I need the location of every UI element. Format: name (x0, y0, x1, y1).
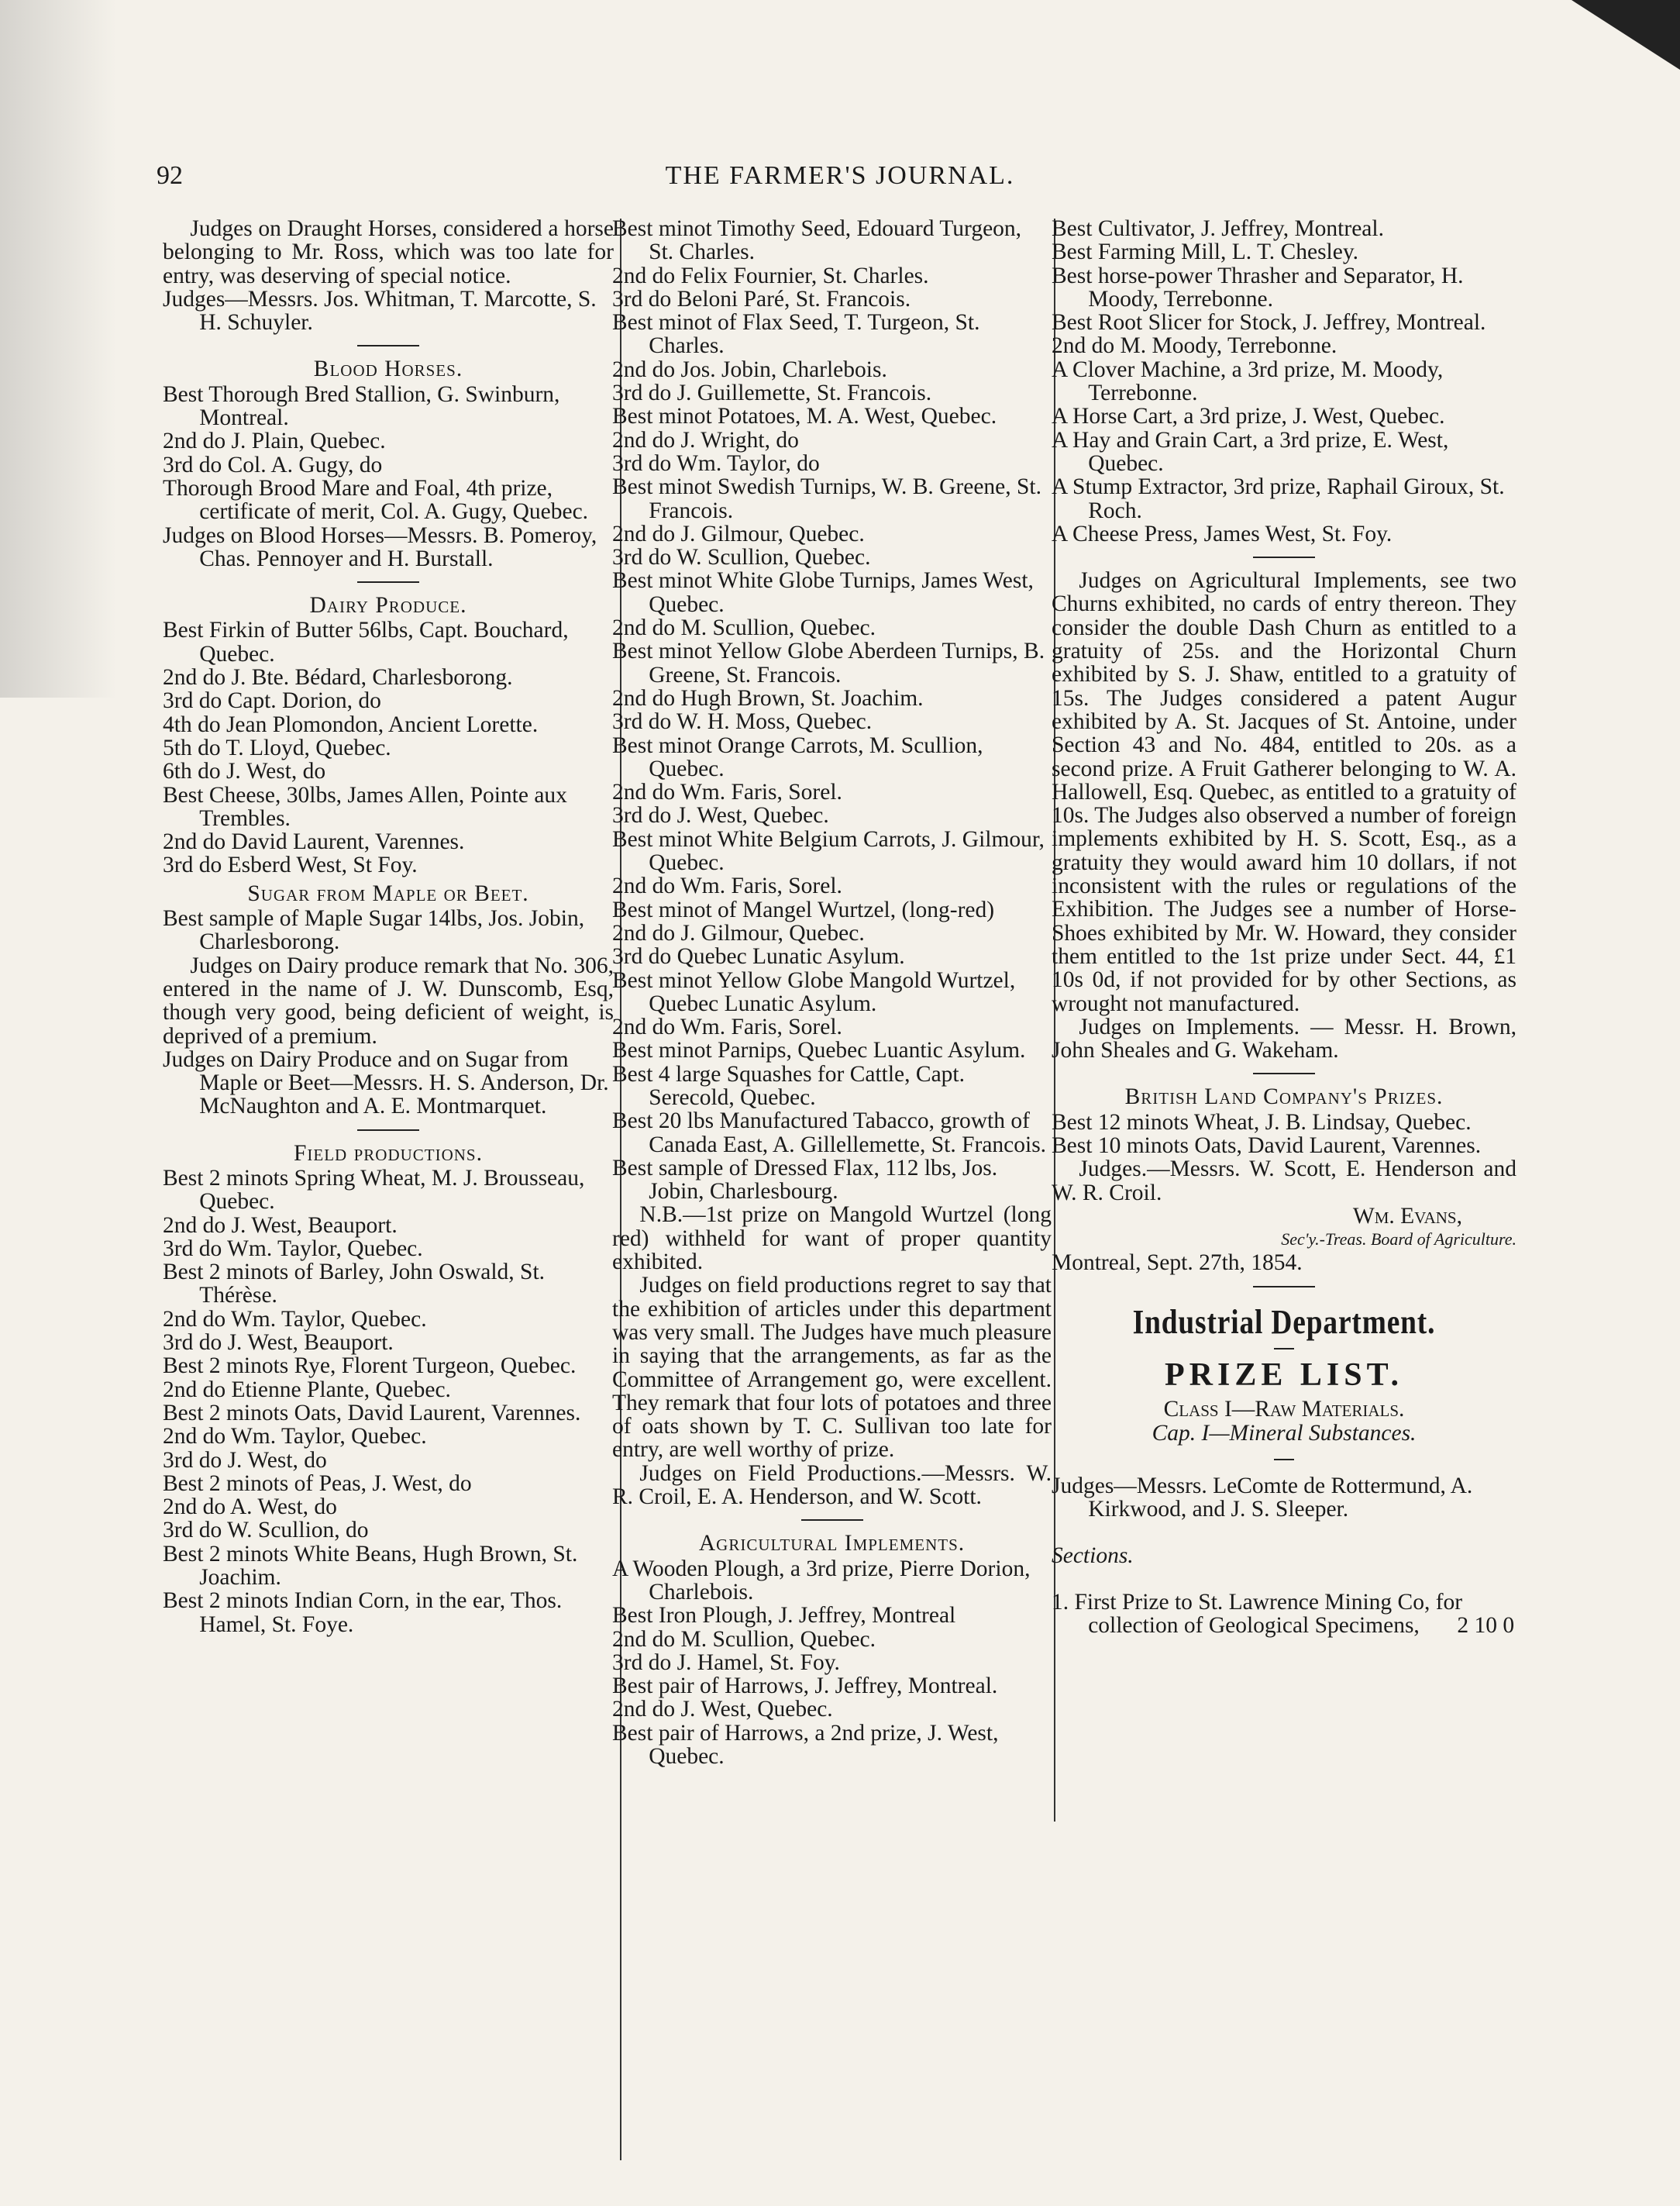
prize-item (1052, 1591, 1516, 1638)
prize-entry: 3rd do Esberd West, St Foy. (163, 853, 418, 878)
prize-entry: 2nd do Wm. Faris, Sorel. (612, 1015, 842, 1040)
section-heading: Field productions. (294, 1140, 483, 1166)
prize-entry: Best Firkin of Butter 56lbs, Capt. Bouchard, Quebec. (163, 618, 569, 667)
prize-entry: 2nd do M. Scullion, Quebec. (612, 1626, 876, 1652)
section-heading: Sugar from Maple or Beet. (247, 881, 529, 906)
paragraph: Judges on Implements. — Messr. H. Brown, John Sheales and G. Wakeham. (1052, 1014, 1516, 1063)
prize-entry: Best 20 lbs Manufactured Tabacco, growth of Canada East, A. Gillellemette, St. Francois. (612, 1108, 1047, 1157)
paragraph: Judges on Field Productions.—Messrs. W. R. Croil, E. A. Henderson, and W. Scott. (612, 1460, 1052, 1510)
prize-entry: Best minot Yellow Globe Aberdeen Turnips, B. Greene, St. Francois. (612, 639, 1045, 688)
prize-entry: Best 2 minots Rye, Florent Turgeon, Quebec. (163, 1353, 577, 1379)
prize-entry: Best minot Timothy Seed, Edouard Turgeon, St. Charles. (612, 216, 1022, 265)
prize-entry: 3rd do W. Scullion, do (163, 1518, 369, 1543)
prize-entry: A Stump Extractor, 3rd prize, Raphail Giroux, St. Roch. (1052, 474, 1505, 523)
prize-entry: 2nd do David Laurent, Varennes. (163, 829, 465, 855)
column-1 (163, 217, 614, 1636)
prize-entry: 3rd do J. West, Quebec. (612, 803, 829, 829)
prize-entry: Best 2 minots White Beans, Hugh Brown, St. Joachim. (163, 1541, 578, 1591)
prize-entry: 3rd do Quebec Lunatic Asylum. (612, 944, 905, 970)
prize-entry: 2nd do Wm. Taylor, Quebec. (163, 1424, 427, 1449)
prize-entry: 2nd do Wm. Faris, Sorel. (612, 780, 842, 805)
short-rule (1274, 1348, 1294, 1349)
sections-label: Sections. (1052, 1543, 1134, 1569)
prize-entry: Best Cheese, 30lbs, James Allen, Pointe aux Trembles. (163, 782, 567, 831)
paragraph: Judges.—Messrs. W. Scott, E. Henderson and W. R. Croil. (1052, 1156, 1516, 1205)
prize-entry: 2nd do Hugh Brown, St. Joachim. (612, 685, 924, 711)
prize-entry: 2nd do Etienne Plante, Quebec. (163, 1377, 451, 1402)
column-3-body (1052, 217, 1516, 1205)
prize-entry: 2nd do J. Plain, Quebec. (163, 429, 386, 454)
judges-line: Judges—Messrs. Jos. Whitman, T. Marcotte, S. H. Schuyler. (163, 286, 597, 336)
prize-entry: 2nd do J. West, Quebec. (612, 1697, 833, 1722)
paragraph: N.B.—1st prize on Mangold Wurtzel (long red) withheld for want of proper quantity exhibited. (612, 1202, 1052, 1275)
prize-entry: Best minot Swedish Turnips, W. B. Greene, St. Francois. (612, 474, 1042, 523)
running-head: THE FARMER'S JOURNAL. (665, 161, 1015, 190)
prize-entry: 2nd do J. Bte. Bédard, Charlesborong. (163, 665, 513, 691)
prize-entry: 4th do Jean Plomondon, Ancient Lorette. (163, 712, 539, 737)
section-heading: Agricultural Implements. (698, 1531, 966, 1556)
prize-entry: Best Cultivator, J. Jeffrey, Montreal. (1052, 216, 1384, 241)
prize-entry: Best 2 minots Oats, David Laurent, Varennes. (163, 1400, 581, 1425)
paragraph: Judges on Draught Horses, considered a horse belonging to Mr. Ross, which was too late for entry, was deserving of special notice. (163, 216, 614, 288)
prize-entry: 5th do T. Lloyd, Quebec. (163, 735, 391, 760)
section-rule (357, 345, 419, 346)
prize-entry: Best sample of Maple Sugar 14lbs, Jos. Jobin, Charlesborong. (163, 906, 585, 955)
cap-heading: Cap. I—Mineral Substances. (1152, 1420, 1417, 1446)
prize-entry: Best minot of Flax Seed, T. Turgeon, St. Charles. (612, 310, 980, 359)
prize-entry: Best 2 minots Spring Wheat, M. J. Brousseau, Quebec. (163, 1165, 585, 1215)
prize-entry: 3rd do J. Hamel, St. Foy. (612, 1649, 840, 1675)
prize-entry: Best 2 minots of Barley, John Oswald, St. Thérèse. (163, 1260, 546, 1308)
section-rule (1253, 557, 1315, 558)
prize-entry: Best 12 minots Wheat, J. B. Lindsay, Quebec. (1052, 1109, 1472, 1135)
section-heading: Dairy Produce. (309, 593, 467, 619)
department-heading: Industrial Department. (1132, 1302, 1436, 1341)
prize-item-text: 1. First Prize to St. Lawrence Mining Co, for collection of Geological Specimens, (1052, 1589, 1463, 1639)
prize-entry: 2nd do J. West, Beauport. (163, 1212, 398, 1238)
column-2 (612, 217, 1052, 1768)
prize-entry: A Clover Machine, a 3rd prize, M. Moody, Terrebonne. (1052, 357, 1444, 406)
scan-edge-shading (0, 0, 116, 698)
prize-entry: Thorough Brood Mare and Foal, 4th prize, certificate of merit, Col. A. Gugy, Quebec. (163, 475, 589, 525)
prize-entry: 2nd do A. West, do (163, 1494, 337, 1520)
prize-entry: Best Iron Plough, J. Jeffrey, Montreal (612, 1603, 956, 1629)
paragraph: Judges on Agricultural Implements, see two Churns exhibited, no cards of entry thereon. They consider the double Dash Churn as entitled to a gratuity of 25s. and the Horizontal Churn exhibited by S. J. Shaw, entitled to a gratuity of 15s. The Judges considered a patent Augur exhibited by A. St. Jacques of St. Antoine, under Section 43 and No. 484, entitled to 20s. as a second prize. A Fruit Gatherer belonging to W. A. Hallowell, Esq. Quebec, as entitled to a gratuity of 10s. The Judges also observed a number of foreign implements exhibited by H. S. Scott, Esq., as a gratuity they would award him 10 dollars, if not inconsistent with the rules or regulations of the Exhibition. The Judges see a number of Horse-Shoes exhibited by Mr. W. Howard, they consider them entitled to the 1st prize under Sect. 44, £1 10s 0d, if not provided for by other Sections, as wrought not manufactured. (1052, 568, 1516, 1016)
section-heading: Blood Horses. (313, 357, 463, 382)
prize-entry: Best 2 minots of Peas, J. West, do (163, 1470, 472, 1496)
prize-entry: Best horse-power Thrasher and Separator, H. Moody, Terrebonne. (1052, 263, 1464, 312)
prize-entry: 3rd do J. West, Beauport. (163, 1330, 394, 1356)
prize-entry: Best minot of Mangel Wurtzel, (long-red) (612, 897, 995, 922)
prize-list-heading: PRIZE LIST. (1165, 1357, 1403, 1394)
section-rule (357, 581, 419, 583)
section-heading: British Land Company's Prizes. (1124, 1084, 1444, 1110)
prize-entry: A Cheese Press, James West, St. Foy. (1052, 521, 1393, 546)
prize-entry: 2nd do Wm. Faris, Sorel. (612, 874, 842, 899)
prize-entry: A Wooden Plough, a 3rd prize, Pierre Dorion, Charlebois. (612, 1556, 1031, 1605)
section-rule (1253, 1073, 1315, 1074)
prize-entry: 6th do J. West, do (163, 759, 326, 784)
prize-entry: Best Farming Mill, L. T. Chesley. (1052, 240, 1359, 265)
prize-entry: A Hay and Grain Cart, a 3rd prize, E. West, Quebec. (1052, 427, 1449, 476)
prize-entry: 3rd do W. H. Moss, Quebec. (612, 709, 873, 735)
prize-entry: Best 2 minots Indian Corn, in the ear, Thos. Hamel, St. Foye. (163, 1588, 563, 1637)
prize-entry: Best 10 minots Oats, David Laurent, Varennes. (1052, 1132, 1482, 1158)
section-rule (357, 1129, 419, 1131)
prize-entry: 2nd do Jos. Jobin, Charlebois. (612, 357, 887, 382)
prize-entry: 3rd do Beloni Paré, St. Francois. (612, 286, 911, 312)
prize-entry: 3rd do Capt. Dorion, do (163, 688, 381, 714)
class-heading: Class I—Raw Materials. (1163, 1397, 1405, 1422)
prize-entry: Best minot White Globe Turnips, James West, Quebec. (612, 568, 1034, 617)
industrial-judges: Judges—Messrs. LeComte de Rottermund, A. Kirkwood, and J. S. Sleeper. (1052, 1473, 1473, 1522)
prize-entry: 2nd do M. Moody, Terrebonne. (1052, 333, 1337, 359)
prize-entry: Best minot Yellow Globe Mangold Wurtzel, Quebec Lunatic Asylum. (612, 967, 1016, 1016)
prize-entry: Best sample of Dressed Flax, 112 lbs, Jos. Jobin, Charlesbourg. (612, 1155, 998, 1205)
prize-entry: 3rd do J. West, do (163, 1447, 327, 1473)
prize-entry: Best 4 large Squashes for Cattle, Capt. Serecold, Quebec. (612, 1061, 965, 1110)
prize-entry: Best Thorough Bred Stallion, G. Swinburn, Montreal. (163, 381, 560, 431)
section-rule (801, 1519, 863, 1521)
prize-entry: Best pair of Harrows, J. Jeffrey, Montreal. (612, 1673, 998, 1699)
prize-entry: Best Root Slicer for Stock, J. Jeffrey, Montreal. (1052, 310, 1486, 336)
prize-entry: Best pair of Harrows, a 2nd prize, J. West, Quebec. (612, 1720, 999, 1769)
prize-entry: 2nd do M. Scullion, Quebec. (612, 615, 876, 641)
short-rule (1274, 1459, 1294, 1460)
paragraph: Judges on Dairy produce remark that No. 306, entered in the name of J. W. Dunscomb, Esq, though very good, being deficient of weight, is deprived of a premium. (163, 953, 614, 1049)
paragraph: Judges on field productions regret to say that the exhibition of articles under this department was very small. The Judges have much pleasure in saying that the arrangements, as far as the Committee of Arrangement go, were excellent. They remark that four lots of potatoes and three of oats shown by T. C. Sullivan too late for entry, are well worthy of prize. (612, 1273, 1052, 1463)
prize-entry: Best minot Potatoes, M. A. West, Quebec. (612, 404, 997, 429)
prize-entry: Best minot White Belgium Carrots, J. Gilmour, Quebec. (612, 826, 1045, 876)
section-rule (1253, 1286, 1315, 1287)
prize-entry: 2nd do J. Wright, do (612, 427, 799, 453)
page-number: 92 (157, 161, 183, 190)
prize-entry: A Horse Cart, a 3rd prize, J. West, Quebec. (1052, 404, 1445, 429)
judges-line: Judges on Blood Horses—Messrs. B. Pomeroy, Chas. Pennoyer and H. Burstall. (163, 522, 597, 571)
prize-entry: 3rd do J. Guillemette, St. Francois. (612, 381, 932, 406)
prize-entry: 3rd do Wm. Taylor, do (612, 450, 820, 476)
prize-entry: Best minot Orange Carrots, M. Scullion, Quebec. (612, 732, 983, 781)
signature-date: Montreal, Sept. 27th, 1854. (1052, 1250, 1303, 1276)
prize-entry: 3rd do Wm. Taylor, Quebec. (163, 1236, 423, 1261)
prize-entry: Best minot Parnips, Quebec Luantic Asylum. (612, 1038, 1026, 1063)
scan-corner-mark (1572, 0, 1680, 70)
prize-entry: 2nd do J. Gilmour, Quebec. (612, 920, 865, 946)
signature-name: Wm. Evans, (1352, 1203, 1462, 1229)
prize-entry: 2nd do J. Gilmour, Quebec. (612, 521, 865, 546)
prize-entry: 3rd do W. Scullion, Quebec. (612, 545, 871, 570)
prize-item-amount: 2 10 0 (1457, 1613, 1515, 1639)
column-3 (1052, 217, 1516, 1637)
prize-entry: 3rd do Col. A. Gugy, do (163, 452, 383, 477)
signature-title: Sec'y.-Treas. Board of Agriculture. (1281, 1229, 1516, 1249)
judges-line: Judges on Dairy Produce and on Sugar from Maple or Beet—Messrs. H. S. Anderson, Dr. McNaughton and A. E. Montmarquet. (163, 1046, 609, 1119)
prize-entry: 2nd do Wm. Taylor, Quebec. (163, 1306, 427, 1332)
prize-entry: 2nd do Felix Fournier, St. Charles. (612, 263, 929, 288)
